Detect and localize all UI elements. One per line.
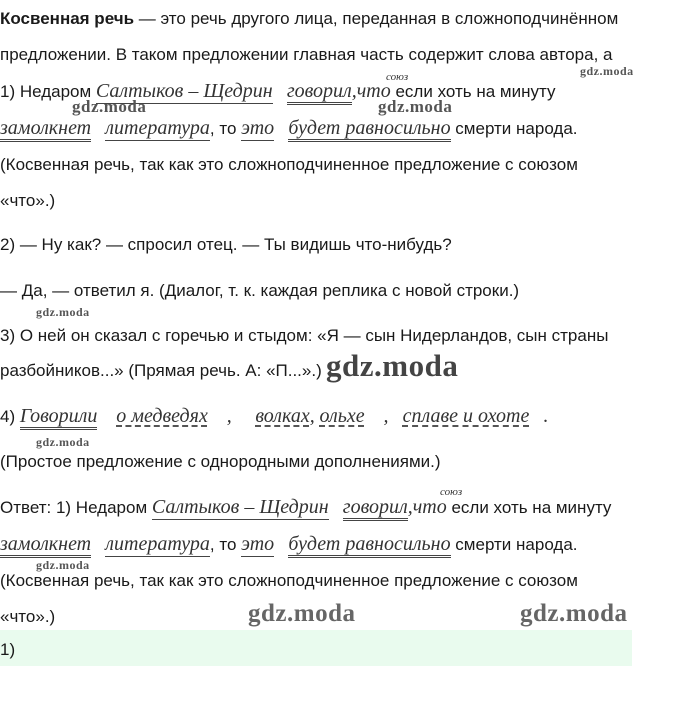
predicate-budet: будет равносильно xyxy=(288,117,450,142)
answer-expl-1: (Косвенная речь, так как это сложноподчиненное предложение с союзом xyxy=(0,571,578,590)
item3-line-1: 3) О ней он сказал с горечью и стыдом: «Я — сын Нидерландов, сын страны xyxy=(0,326,609,345)
item1-expl-2: «что».) xyxy=(0,191,56,210)
intro-line-2: предложении. В таком предложении главная часть содержит слова автора, а xyxy=(0,45,613,64)
object-splave: сплаве и охоте xyxy=(402,405,530,427)
answer-line-1: Ответ: 1) Недаром Салтыков – Щедрин говорил,что если хоть на минуту xyxy=(0,496,611,521)
watermark: gdz.moda xyxy=(72,97,147,116)
watermark: gdz.moda xyxy=(378,97,453,116)
answer-subject: Салтыков – Щедрин xyxy=(151,496,329,518)
subject: Салтыков – Щедрин xyxy=(95,80,273,102)
answer-predicate: говорил xyxy=(343,496,408,521)
footer-label: 1) xyxy=(0,640,16,659)
answer-eto: это xyxy=(241,533,275,555)
predicate: говорил xyxy=(287,80,352,105)
item2-line-2: — Да, — ответил я. (Диалог, т. к. каждая реплика с новой строки.) xyxy=(0,281,520,300)
item4-expl: (Простое предложение с однородными дополнениями.) xyxy=(0,452,441,471)
predicate-govorili: Говорили xyxy=(20,405,97,430)
item2-line-1: 2) — Ну как? — спросил отец. — Ты видишь что-нибудь? xyxy=(0,235,452,254)
answer-expl-2: «что».) xyxy=(0,607,56,626)
answer-conjunction: что xyxy=(412,496,447,518)
watermark: gdz.moda xyxy=(248,600,356,627)
watermark: gdz.moda xyxy=(36,305,90,319)
term: Косвенная речь xyxy=(0,9,135,28)
answer-conj-label: союз xyxy=(440,486,463,498)
item1-line-2: замолкнет литература, то это будет равносильно смерти народа. xyxy=(0,117,578,142)
intro-text: — это речь другого лица, переданная в сложноподчинённом xyxy=(134,9,619,28)
subject-eto: это xyxy=(241,117,275,139)
answer-line-2: замолкнет литература, то это будет равносильно смерти народа. xyxy=(0,533,578,558)
intro-line-1 xyxy=(0,8,618,30)
answer-budet: будет равносильно xyxy=(288,533,450,558)
item1-expl-1: (Косвенная речь, так как это сложноподчиненное предложение с союзом xyxy=(0,155,578,174)
item3-line-2: разбойников...» (Прямая речь. А: «П...».) xyxy=(0,361,322,380)
object-medvedyah: о медведях xyxy=(116,405,208,427)
conj-label: союз xyxy=(386,71,409,83)
item4-line-1: 4) Говорили о медведях , волках, ольхе , сплаве и охоте . xyxy=(0,405,549,430)
watermark: gdz.moda xyxy=(326,348,459,383)
answer-prefix: Ответ: 1) Недаром xyxy=(0,498,152,517)
object-olhe: ольхе xyxy=(319,405,365,427)
watermark: gdz.moda xyxy=(36,558,90,572)
answer-highlight-block xyxy=(0,630,632,666)
answer-zamolknet: замолкнет xyxy=(0,533,91,558)
watermark: gdz.moda xyxy=(36,435,90,449)
item1-line-1: 1) Недаром Салтыков – Щедрин говорил,что если хоть на минуту xyxy=(0,80,555,105)
answer-literatura: литература xyxy=(105,533,210,555)
subject-literatura: литература xyxy=(105,117,210,139)
object-volkah: волках xyxy=(255,405,310,427)
conjunction: что xyxy=(356,80,391,102)
watermark: gdz.moda xyxy=(520,600,628,627)
watermark: gdz.moda xyxy=(580,64,634,78)
predicate-zamolknet: замолкнет xyxy=(0,117,91,142)
